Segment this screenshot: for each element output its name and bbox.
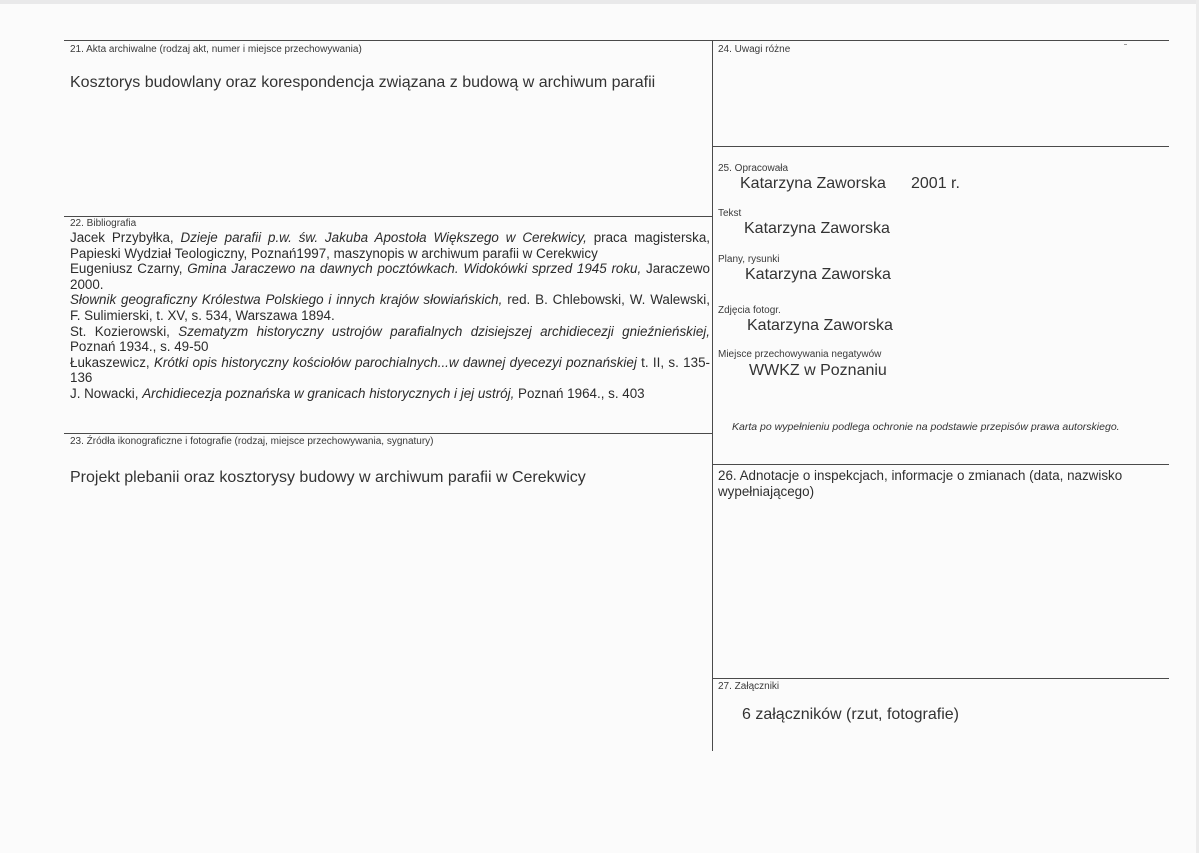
rule-s26-s27 bbox=[712, 678, 1169, 679]
s25-text-value: Katarzyna Zaworska bbox=[744, 220, 890, 237]
s27-label: 27. Załączniki bbox=[718, 681, 780, 692]
rule-s24-s25 bbox=[712, 146, 1169, 147]
s25-text-label: Tekst bbox=[718, 208, 742, 219]
s26-label bbox=[718, 468, 1122, 500]
scan-mark bbox=[1124, 44, 1127, 45]
top-rule bbox=[64, 40, 1169, 41]
bibliography-entry: Łukaszewicz, Krótki opis historyczny kościołów parochialnych...w dawnej dyecezyi poznańskiej t. II, s. 135-136 bbox=[70, 354, 710, 386]
bibliography-entry: J. Nowacki, Archidiecezja poznańska w granicach historycznych i jej ustrój, Poznań 1964., s. 403 bbox=[70, 385, 645, 401]
s23-value: Projekt plebanii oraz kosztorysy budowy w archiwum parafii w Cerekwicy bbox=[70, 469, 586, 486]
s23-label: 23. Źródła ikonograficzne i fotografie (rodzaj, miejsce przechowywania, sygnatury) bbox=[70, 436, 434, 447]
rule-s25-s26 bbox=[712, 464, 1169, 465]
copyright-note: Karta po wypełnieniu podlega ochronie na podstawie przepisów prawa autorskiego. bbox=[732, 421, 1120, 433]
bibliography-entry: Słownik geograficzny Królestwa Polskiego i innych krajów słowiańskich, red. B. Chlebowski, W. Walewski, F. Sulimierski, t. XV, s. 534, Warszawa 1894. bbox=[70, 292, 710, 323]
s26-label-line2: wypełniającego) bbox=[718, 484, 815, 499]
s25-negatives-value: WWKZ w Poznaniu bbox=[749, 362, 887, 379]
s27-value: 6 załączników (rzut, fotografie) bbox=[742, 706, 959, 723]
s25-photos-value: Katarzyna Zaworska bbox=[747, 317, 893, 334]
bibliography-entry: Eugeniusz Czarny, Gmina Jaraczewo na dawnych pocztówkach. Widokówki sprzed 1945 roku, Jaraczewo 2000. bbox=[70, 261, 710, 292]
rule-s21-s22 bbox=[64, 216, 712, 217]
s21-label: 21. Akta archiwalne (rodzaj akt, numer i miejsce przechowywania) bbox=[70, 44, 362, 55]
s25-plans-value: Katarzyna Zaworska bbox=[745, 266, 891, 283]
scan-edge-top bbox=[0, 0, 1199, 4]
s22-label: 22. Bibliografia bbox=[70, 218, 137, 229]
s21-value: Kosztorys budowlany oraz korespondencja związana z budową w archiwum parafii bbox=[70, 74, 656, 91]
rule-s22-s23 bbox=[64, 433, 712, 434]
bibliography-list bbox=[70, 230, 710, 402]
s26-label-line1: 26. Adnotacje o inspekcjach, informacje o zmianach (data, nazwisko bbox=[718, 468, 1123, 483]
s24-label: 24. Uwagi różne bbox=[718, 44, 791, 55]
bibliography-entry: St. Kozierowski, Szematyzm historyczny ustrojów parafialnych dzisiejszej archidiecezji gnieźnieńskiej, Poznań 1934., s. 49-50 bbox=[70, 323, 710, 355]
s25-plans-label: Plany, rysunki bbox=[718, 254, 780, 265]
s25-year: 2001 r. bbox=[911, 175, 960, 192]
bibliography-entry: Jacek Przybyłka, Dzieje parafii p.w. św. Jakuba Apostoła Większego w Cerekwicy, praca magisterska, Papieski Wydział Teologiczny, Poznań1997, maszynopis w archiwum parafii w Cerekwicy bbox=[70, 230, 710, 261]
s25-photos-label: Zdjęcia fotogr. bbox=[718, 305, 781, 316]
s25-author: Katarzyna Zaworska bbox=[740, 175, 886, 192]
s25-negatives-label: Miejsce przechowywania negatywów bbox=[718, 349, 882, 360]
s25-label: 25. Opracowała bbox=[718, 163, 789, 174]
